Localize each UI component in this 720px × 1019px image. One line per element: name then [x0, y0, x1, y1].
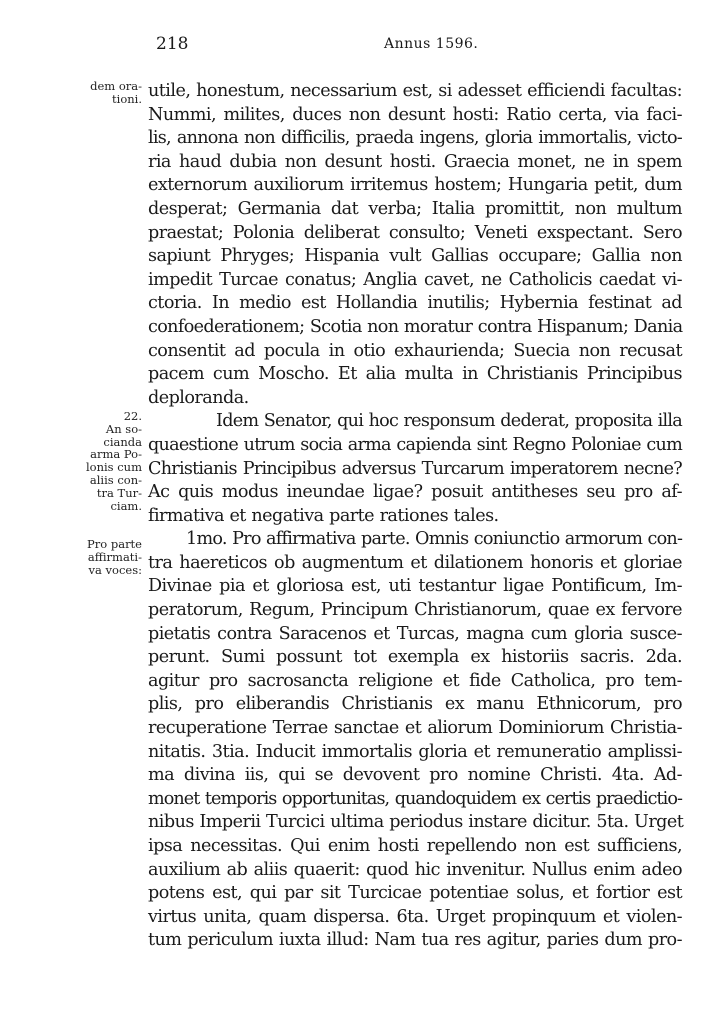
text-line: Ac quis modus ineundae ligae? posuit antitheses seu pro af- [148, 482, 682, 503]
text-line: recuperatione Terrae sanctae et aliorum Dominiorum Christia- [148, 718, 682, 739]
text-line: ma divina iis, qui se devovent pro nomine Christi. 4ta. Ad- [148, 765, 682, 786]
text-line: perunt. Sumi possunt tot exempla ex historiis sacris. 2da. [148, 647, 682, 668]
text-line: impedit Turcae conatus; Anglia cavet, ne Catholicis caedat vi- [148, 269, 682, 290]
text-line: lis, annona non difficilis, praeda ingens, gloria immortalis, victo- [148, 128, 682, 149]
text-line: potens est, qui par sit Turcicae potentiae solus, et fortior est [148, 883, 682, 904]
text-line: monet temporis opportunitas, quandoquidem ex certis praedictio- [148, 788, 682, 809]
text-line: pietatis contra Saracenos et Turcas, magna cum gloria susce- [148, 623, 682, 644]
margin-note-affirmative: Pro parte affirmati- va voces: [87, 537, 142, 577]
text-line: praestat; Polonia deliberat consulto; Veneti exspectant. Sero [148, 222, 682, 243]
running-title: Annus 1596. [384, 36, 479, 52]
text-line: firmativa et negativa parte rationes tales. [148, 505, 499, 526]
text-line: Christianis Principibus adversus Turcarum imperatorem necne? [148, 458, 682, 479]
text-line: tum periculum iuxta illud: Nam tua res agitur, paries dum pro- [148, 930, 682, 951]
margin-note-oration: dem ora- tioni. [90, 79, 142, 106]
page-header [0, 34, 720, 60]
text-line: tra haereticos ob augmentum et dilationem honoris et gloriae [148, 552, 682, 573]
text-line: deploranda. [148, 387, 249, 408]
text-line: quaestione utrum socia arma capienda sint Regno Poloniae cum [148, 434, 682, 455]
text-line: auxilium ab aliis quaerit: quod hic invenitur. Nullus enim adeo [148, 859, 682, 880]
text-line: ria haud dubia non desunt hosti. Graecia monet, ne in spem [148, 151, 682, 172]
text-line: pacem cum Moscho. Et alia multa in Christianis Principibus [148, 364, 682, 385]
text-line: desperat; Germania dat verba; Italia promittit, non multum [148, 198, 682, 219]
text-line: peratorum, Regum, Principum Christianorum, quae ex fervore [148, 600, 682, 621]
text-line: nitatis. 3tia. Inducit immortalis gloria et remuneratio amplissi- [148, 741, 682, 762]
margin-note-section-22: 22. An so- cianda arma Po- lonis cum aliis con- tra Tur- ciam. [86, 409, 142, 513]
text-line: Divinae pia et gloriosa est, uti testantur ligae Pontificum, Im- [148, 576, 682, 597]
text-line: ipsa necessitas. Qui enim hosti repellendo non est sufficiens, [148, 836, 682, 856]
page-number: 218 [156, 34, 189, 54]
text-line: agitur pro sacrosancta religione et fide Catholica, pro tem- [148, 670, 682, 691]
text-line: virtus unita, quam dispersa. 6ta. Urget propinquum et violen- [148, 906, 682, 927]
text-line: ctoria. In medio est Hollandia inutilis; Hybernia festinat ad [148, 293, 682, 314]
paragraph-start-line: Idem Senator, qui hoc responsum dederat, proposita illa [216, 411, 682, 432]
text-line: consentit ad pocula in otio exhaurienda; Suecia non recusat [148, 340, 682, 361]
text-line: plis, pro eliberandis Christianis ex manu Ethnicorum, pro [148, 694, 682, 715]
text-line: Nummi, milites, duces non desunt hosti: Ratio certa, via faci- [148, 104, 682, 125]
text-line: utile, honestum, necessarium est, si adesset efficiendi facultas: [148, 81, 682, 101]
text-line: confoederationem; Scotia non moratur contra Hispanum; Dania [148, 316, 683, 337]
text-line: nibus Imperii Turcici ultima periodus instare dicitur. 5ta. Urget [148, 812, 684, 833]
body-text [148, 80, 682, 953]
paragraph-start-line: 1mo. Pro affirmativa parte. Omnis coniunctio armorum con- [186, 529, 683, 550]
text-line: externorum auxiliorum irritemus hostem; Hungaria petit, dum [148, 175, 682, 196]
text-line: sapiunt Phryges; Hispania vult Gallias occupare; Gallia non [148, 246, 682, 267]
